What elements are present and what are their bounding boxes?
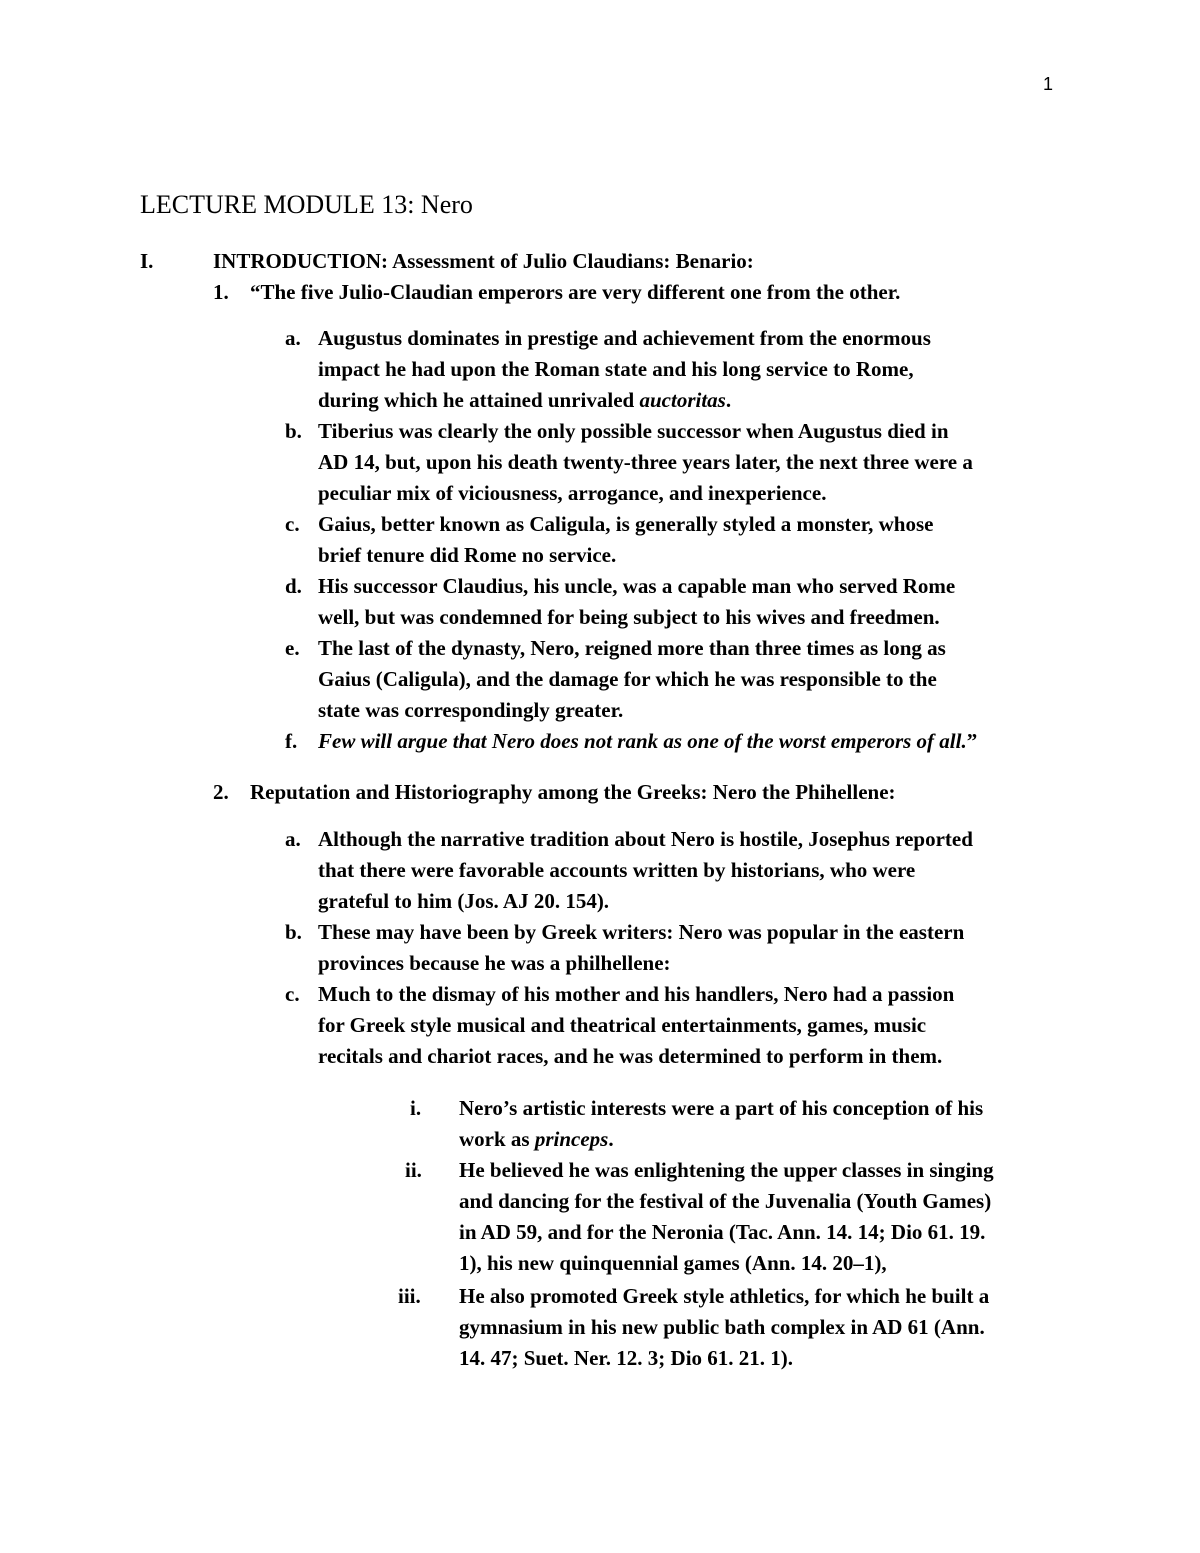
roman-item-text: Nero’s artistic interests were a part of his conception of his [459, 1096, 984, 1120]
list-item-text: These may have been by Greek writers: Nero was popular in the eastern [318, 920, 965, 944]
page-number: 1 [1043, 74, 1054, 94]
list-label: f. [285, 729, 298, 753]
roman-item-text: 14. 47; Suet. Ner. 12. 3; Dio 61. 21. 1). [459, 1346, 794, 1370]
roman-label: iii. [398, 1284, 421, 1308]
roman-label: i. [410, 1096, 422, 1120]
list-item-text: His successor Claudius, his uncle, was a capable man who served Rome [318, 574, 956, 598]
list-label: a. [285, 827, 301, 851]
page-title: LECTURE MODULE 13: Nero [140, 190, 473, 219]
list-item-text: Tiberius was clearly the only possible successor when Augustus died in [318, 419, 949, 443]
roman-item-text: and dancing for the festival of the Juvenalia (Youth Games) [459, 1189, 992, 1213]
list-item-text: provinces because he was a philhellene: [318, 951, 671, 975]
roman-item-text: He believed he was enlightening the upper classes in singing [459, 1158, 994, 1182]
list-item-text: grateful to him (Jos. AJ 20. 154). [318, 889, 610, 913]
list-item-text: peculiar mix of viciousness, arrogance, and inexperience. [318, 481, 827, 505]
list-item-text: Few will argue that Nero does not rank as one of the worst emperors of all.” [318, 729, 978, 753]
list-label: b. [285, 419, 302, 443]
roman-item-text: 1), his new quinquennial games (Ann. 14. 20–1), [459, 1251, 887, 1275]
section-number: I. [140, 249, 154, 273]
list-label: a. [285, 326, 301, 350]
roman-label: ii. [405, 1158, 422, 1182]
list-item-text: brief tenure did Rome no service. [318, 543, 617, 567]
list-item-text: AD 14, but, upon his death twenty-three years later, the next three were a [318, 450, 973, 474]
roman-item-text: work as princeps. [459, 1127, 614, 1151]
list-label: b. [285, 920, 302, 944]
item-heading: “The five Julio-Claudian emperors are very different one from the other. [250, 280, 901, 304]
list-item-text: Although the narrative tradition about Nero is hostile, Josephus reported [318, 827, 973, 851]
list-item-text: that there were favorable accounts written by historians, who were [318, 858, 916, 882]
list-item-text: impact he had upon the Roman state and his long service to Rome, [318, 357, 914, 381]
section-heading: INTRODUCTION: Assessment of Julio Claudians: Benario: [213, 249, 754, 273]
item-heading: Reputation and Historiography among the Greeks: Nero the Phihellene: [250, 780, 896, 804]
list-label: d. [285, 574, 302, 598]
item-number: 2. [213, 780, 229, 804]
item-number: 1. [213, 280, 229, 304]
list-item-text: recitals and chariot races, and he was determined to perform in them. [318, 1044, 943, 1068]
roman-item-text: gymnasium in his new public bath complex in AD 61 (Ann. [459, 1315, 985, 1339]
list-item-text: well, but was condemned for being subject to his wives and freedmen. [318, 605, 940, 629]
list-item-text: during which he attained unrivaled auctoritas. [318, 388, 732, 412]
list-label: e. [285, 636, 300, 660]
list-item-text: Gaius (Caligula), and the damage for which he was responsible to the [318, 667, 937, 691]
list-label: c. [285, 982, 300, 1006]
roman-item-text: He also promoted Greek style athletics, for which he built a [459, 1284, 990, 1308]
list-item-text: state was correspondingly greater. [318, 698, 624, 722]
list-item-text: The last of the dynasty, Nero, reigned more than three times as long as [318, 636, 946, 660]
roman-item-text: in AD 59, and for the Neronia (Tac. Ann. 14. 14; Dio 61. 19. [459, 1220, 986, 1244]
list-item-text: Much to the dismay of his mother and his handlers, Nero had a passion [318, 982, 955, 1006]
list-item-text: Gaius, better known as Caligula, is generally styled a monster, whose [318, 512, 934, 536]
list-label: c. [285, 512, 300, 536]
list-item-text: Augustus dominates in prestige and achievement from the enormous [318, 326, 931, 350]
list-item-text: for Greek style musical and theatrical entertainments, games, music [318, 1013, 927, 1037]
